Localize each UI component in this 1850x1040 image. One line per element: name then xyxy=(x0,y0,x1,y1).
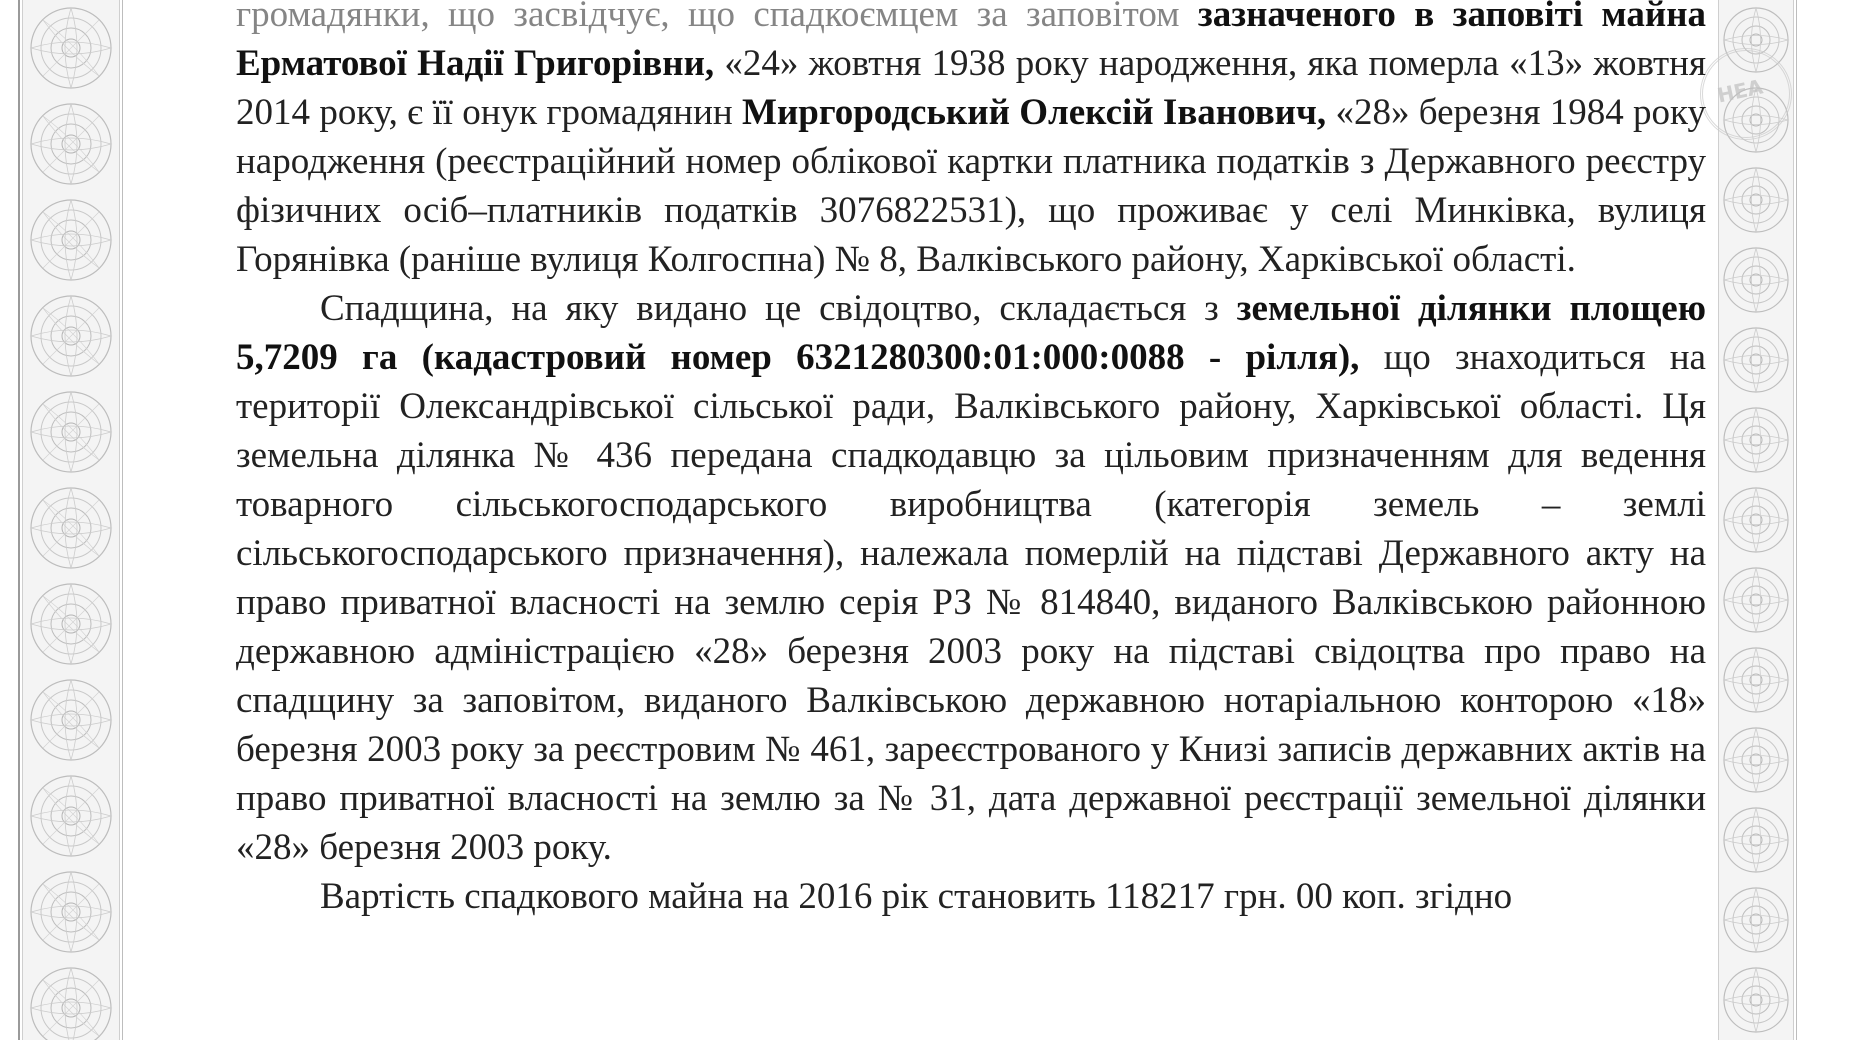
heir-rest-text: «28» березня 1984 року народження (реєстраційний номер облікової картки платника податків з Державного реєстру фізичних осіб–платників податків 3076822531), що проживає у селі Минківка, вулиця Горянівка (раніше вулиця Колгоспна) № 8, Валківського району, Харківської області. xyxy=(236,92,1706,280)
land-plot-bold: земельної ділянки площею 5,7209 га (кадастровий номер 6321280300:01:000:0088 - рілля), xyxy=(236,288,1706,378)
watermark-stamp xyxy=(1700,48,1792,140)
value-text: Вартість спадкового майна на 2016 рік становить 118217 грн. 00 коп. згідно xyxy=(320,876,1513,917)
inner-left-edge-line xyxy=(122,0,123,1040)
right-ornamental-border xyxy=(1718,0,1794,1040)
left-ornamental-border xyxy=(22,0,120,1040)
document-body xyxy=(236,0,1706,921)
heir-intro-bold: зазначеного в заповіті майна Ерматової Надії Григорівни, xyxy=(236,0,1707,84)
left-rosette-pattern xyxy=(23,0,119,1040)
paragraph-heir-line0: громадянки, що засвідчує, що спадкоємцем за заповітом xyxy=(236,0,1180,35)
paragraph-value xyxy=(236,872,1706,921)
paragraph-heir xyxy=(236,0,1706,284)
heir-dob-text: «24» жовтня 1938 року народження, яка померла «13» жовтня 2014 року, є її онук громадянин xyxy=(236,43,1706,133)
right-rosette-pattern xyxy=(1719,0,1793,1040)
left-edge-line xyxy=(18,0,20,1040)
right-edge-line xyxy=(1796,0,1797,1040)
inheritance-rest-text: що знаходиться на території Олександрівської сільської ради, Валківського району, Харківської області. Ця земельна ділянка № 436 передана спадкодавцю за цільовим призначенням для ведення товарного сільськогосподарського виробництва (категорія земель – землі сільськогосподарського призначення), належала померлій на підставі Державного акту на право приватної власності на землю серія РЗ № 814840, виданого Валківською районною державною адміністрацією «28» березня 2003 року на підставі свідоцтва про право на спадщину за заповітом, виданого Валківською державною нотаріальною конторою «18» березня 2003 року за реєстровим № 461, зареєстрованого у Книзі записів державних актів на право приватної власності на землю за № 31, дата державної реєстрації земельної ділянки «28» березня 2003 року. xyxy=(236,337,1706,868)
inheritance-lead-text: Спадщина, на яку видано це свідоцтво, складається з xyxy=(320,288,1237,329)
paragraph-inheritance xyxy=(236,284,1706,872)
watermark-stamp-text: НЕА xyxy=(1715,74,1765,108)
heir-name-bold: Миргородський Олексій Іванович, xyxy=(742,92,1327,133)
